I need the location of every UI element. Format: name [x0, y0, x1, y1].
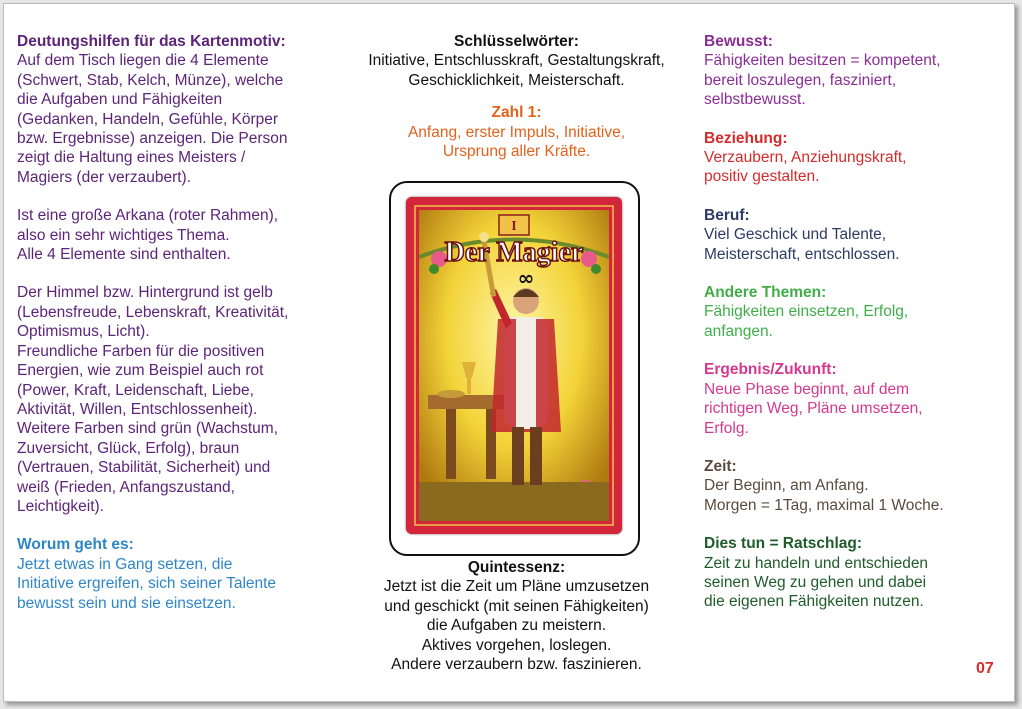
color-line: Aktivität, Willen, Entschlossenheit). — [17, 400, 258, 418]
worum-line: Jetzt etwas in Gang setzen, die — [17, 555, 233, 573]
beziehung-line: positiv gestalten. — [704, 168, 820, 186]
zeit-line: Morgen = 1Tag, maximal 1 Woche. — [704, 496, 944, 514]
tarot-card-image — [406, 197, 622, 534]
interpretation-line: Magiers (der verzaubert). — [17, 168, 192, 186]
bewusst-heading: Bewusst: — [704, 33, 773, 50]
interpretation-line: zeigt die Haltung eines Meisters / — [17, 149, 246, 167]
ergebnis-heading: Ergebnis/Zukunft: — [704, 361, 837, 379]
quint-line: die Aufgaben zu meistern. — [426, 617, 607, 635]
color-line: Zuversicht, Glück, Erfolg), braun — [17, 439, 240, 457]
worum-heading: Worum geht es: — [17, 536, 134, 554]
right-column — [704, 32, 1004, 612]
arcana-line: also ein sehr wichtiges Thema. — [17, 226, 230, 244]
ergebnis-line: Neue Phase beginnt, auf dem — [704, 380, 910, 398]
arcana-line: Ist eine große Arkana (roter Rahmen), — [17, 207, 279, 225]
interpretation-line: Auf dem Tisch liegen die 4 Elemente — [17, 52, 269, 70]
bewusst-line: selbstbewusst. — [704, 91, 806, 109]
card-title: Der Magier — [444, 237, 584, 268]
beruf-heading: Beruf: — [704, 206, 750, 224]
interpretation-heading: Deutungshilfen für das Kartenmotiv: — [17, 33, 286, 50]
arcana-line: Alle 4 Elemente sind enthalten. — [17, 246, 231, 264]
quintessence — [344, 558, 689, 674]
quint-line: Andere verzaubern bzw. faszinieren. — [391, 656, 642, 674]
andere-themen-line: Fähigkeiten einsetzen, Erfolg, — [704, 303, 909, 321]
ratschlag-line: die eigenen Fähigkeiten nutzen. — [704, 593, 924, 611]
andere-themen-line: anfangen. — [704, 322, 773, 340]
number-line: Ursprung aller Kräfte. — [442, 143, 591, 161]
color-line: Leichtigkeit). — [17, 497, 105, 515]
number-heading: Zahl 1: — [491, 104, 542, 122]
interpretation-line: bzw. Ergebnisse) anzeigen. Die Person — [17, 130, 288, 148]
quint-heading: Quintessenz: — [467, 559, 566, 576]
beziehung-line: Verzaubern, Anziehungskraft, — [704, 149, 907, 167]
quint-line: Aktives vorgehen, loslegen. — [421, 636, 612, 654]
quint-line: und geschickt (mit seinen Fähigkeiten) — [384, 597, 649, 615]
ratschlag-line: seinen Weg zu gehen und dabei — [704, 573, 927, 591]
middle-column — [344, 32, 689, 161]
left-column — [17, 32, 347, 613]
andere-themen-heading: Andere Themen: — [704, 284, 827, 302]
color-line: Weitere Farben sind grün (Wachstum, — [17, 420, 279, 438]
color-line: (Power, Kraft, Leidenschaft, Liebe, — [17, 381, 254, 399]
color-line: Der Himmel bzw. Hintergrund ist gelb — [17, 284, 273, 302]
color-line: (Lebensfreude, Lebenskraft, Kreativität, — [17, 303, 289, 321]
color-line: (Vertrauen, Stabilität, Sicherheit) und — [17, 459, 271, 477]
ratschlag-line: Zeit zu handeln und entschieden — [704, 554, 929, 572]
keywords-line: Initiative, Entschlusskraft, Gestaltungskraft, — [368, 52, 665, 70]
bewusst-line: Fähigkeiten besitzen = kompetent, — [704, 52, 941, 70]
bewusst-line: bereit loszulegen, fasziniert, — [704, 71, 897, 89]
ratschlag-heading: Dies tun = Ratschlag: — [704, 535, 863, 553]
interpretation-line: (Schwert, Stab, Kelch, Münze), welche — [17, 71, 284, 89]
zeit-heading: Zeit: — [704, 457, 737, 475]
ergebnis-line: Erfolg. — [704, 419, 749, 437]
beziehung-heading: Beziehung: — [704, 129, 788, 147]
number-line: Anfang, erster Impuls, Initiative, — [407, 123, 626, 141]
infinity-icon: ∞ — [517, 266, 535, 290]
beruf-line: Meisterschaft, entschlossen. — [704, 245, 900, 263]
beruf-line: Viel Geschick und Talente, — [704, 226, 887, 244]
card-numeral: I — [511, 219, 517, 234]
page-number: 07 — [976, 660, 994, 677]
keywords-heading: Schlüsselwörter: — [454, 33, 579, 50]
color-line: Optimismus, Licht). — [17, 323, 150, 341]
keywords-line: Geschicklichkeit, Meisterschaft. — [408, 71, 625, 89]
worum-line: bewusst sein und sie einsetzen. — [17, 594, 236, 612]
color-line: weiß (Frieden, Anfangszustand, — [17, 478, 235, 496]
color-line: Energien, wie zum Beispiel auch rot — [17, 362, 264, 380]
ergebnis-line: richtigen Weg, Pläne umsetzen, — [704, 400, 923, 418]
zeit-line: Der Beginn, am Anfang. — [704, 477, 869, 495]
interpretation-line: (Gedanken, Handeln, Gefühle, Körper — [17, 110, 279, 128]
interpretation-line: die Aufgaben und Fähigkeiten — [17, 91, 223, 109]
worum-line: Initiative ergreifen, sich seiner Talente — [17, 575, 277, 593]
quint-line: Jetzt ist die Zeit um Pläne umzusetzen — [383, 578, 650, 596]
color-line: Freundliche Farben für die positiven — [17, 342, 265, 360]
